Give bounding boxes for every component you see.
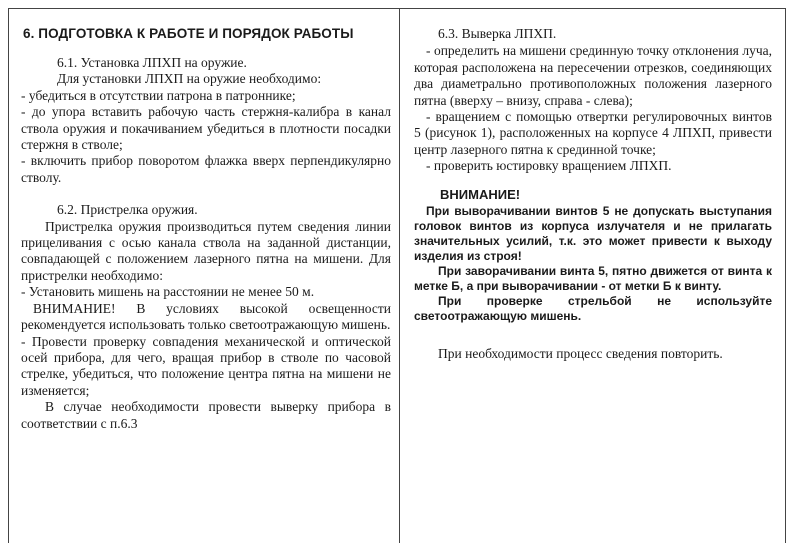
warning-paragraph-3: При проверке стрельбой не используйте светоотражающую мишень.: [414, 293, 772, 323]
document-page: [8, 8, 786, 543]
left-column: [9, 9, 399, 432]
right-column: [400, 9, 786, 362]
subsection-title-6-1: 6.1. Установка ЛПХП на оружие.: [57, 55, 247, 70]
zeroing-step-1: - Установить мишень на расстоянии не менее 50 м.: [21, 284, 315, 300]
final-instruction: При необходимости процесс сведения повторить.: [438, 345, 723, 361]
subsection-title-6-3: 6.3. Выверка ЛПХП.: [438, 26, 557, 41]
warning-title: ВНИМАНИЕ!: [440, 186, 521, 202]
warning-paragraph-2: При заворачивании винта 5, пятно движется от винта к метке Б, а при выворачивании - от метки Б к винту.: [414, 263, 772, 293]
zeroing-paragraph: Пристрелка оружия производиться путем сведения линии прицеливания с осью канала ствола на заданной дистанции, совпадающей с положением лазерного пятна на мишени. Для пристрелки необходимо:: [21, 218, 391, 283]
installation-step-3: - включить прибор поворотом флажка вверх перпендикулярно стволу.: [21, 153, 391, 185]
installation-step-2: - до упора вставить рабочую часть стержня-калибра в канал ствола оружия и покачиванием убедиться в плотности посадки стержня в стволе;: [21, 104, 391, 153]
zeroing-step-2: - Провести проверку совпадения механической и оптической осей прибора, для чего, вращая прибор в стволе по часовой стрелке, убедиться, что положение центра пятна на мишени не изменяется;: [21, 333, 391, 398]
section-heading: 6. ПОДГОТОВКА К РАБОТЕ И ПОРЯДОК РАБОТЫ: [23, 26, 354, 41]
installation-step-1: - убедиться в отсутствии патрона в патроннике;: [21, 87, 296, 103]
alignment-step-2: - вращением с помощью отвертки регулировочных винтов 5 (рисунок 1), расположенных на корпусе 4 ЛПХП, привести центр лазерного пятна к срединной точке;: [414, 109, 772, 157]
zeroing-final-note: В случае необходимости провести выверку прибора в соответствии с п.6.3: [21, 399, 391, 431]
warning-paragraph-1: При выворачивании винтов 5 не допускать выступания головок винтов из корпуса излучателя и не прилагать значительных усилий, т.к. это может привести к выходу изделия из строя!: [414, 203, 772, 263]
zeroing-warning: ВНИМАНИЕ! В условиях высокой освещенности рекомендуется использовать только светоотражающую мишень.: [21, 300, 391, 333]
alignment-step-3: - проверить юстировку вращением ЛПХП.: [426, 158, 672, 174]
alignment-step-1: - определить на мишени срединную точку отклонения луча, которая расположена на пересечении отрезков, соединяющих два диаметрально противоположных положения лазерного пятна (вверху – внизу, справа - слева);: [414, 43, 772, 108]
subsection-title-6-2: 6.2. Пристрелка оружия.: [57, 202, 198, 218]
installation-intro: Для установки ЛПХП на оружие необходимо:: [57, 71, 322, 87]
